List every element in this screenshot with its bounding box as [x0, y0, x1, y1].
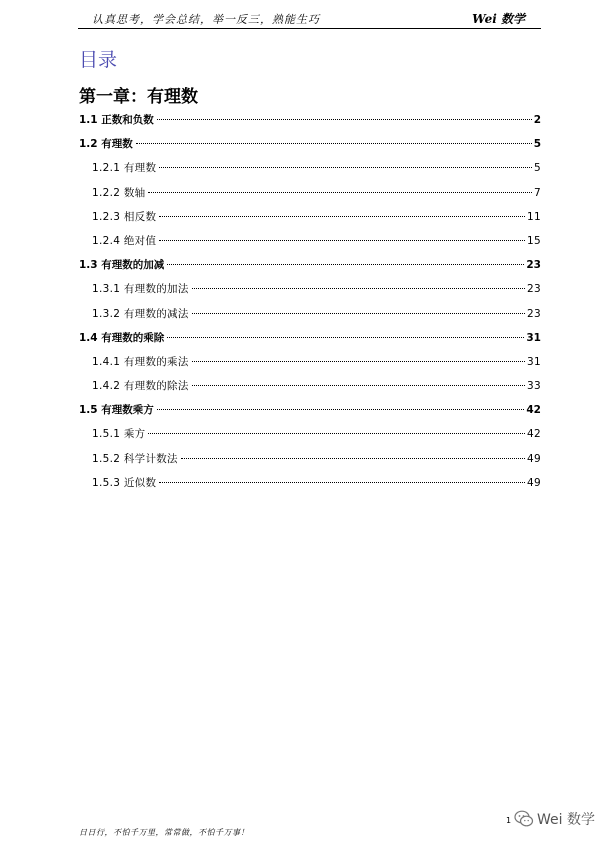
- toc-entry[interactable]: [79, 181, 541, 205]
- toc-entry-label: 1.5.3 近似数: [92, 476, 157, 489]
- toc-leader: [192, 385, 525, 386]
- toc-entry-label: 1.5.1 乘方: [92, 428, 146, 441]
- toc-entry-label: 1.5.2 科学计数法: [92, 452, 178, 465]
- toc-leader: [157, 409, 525, 410]
- toc-leader: [181, 458, 525, 459]
- watermark-text: Wei 数学: [537, 812, 595, 828]
- toc-entry[interactable]: [79, 447, 541, 471]
- toc-entry-label: 1.2.2 数轴: [92, 186, 146, 199]
- watermark: [514, 808, 595, 830]
- toc-entry-page: 23: [527, 307, 541, 320]
- toc-leader: [159, 240, 525, 241]
- toc-entry-page: 2: [533, 114, 541, 126]
- toc-entry[interactable]: [79, 350, 541, 374]
- toc-entry-page: 49: [527, 452, 541, 465]
- toc-entry-page: 31: [527, 355, 541, 368]
- toc-entry[interactable]: [79, 156, 541, 180]
- page-header: [78, 8, 541, 29]
- toc-entry[interactable]: [79, 302, 541, 326]
- toc-entry-label: 1.3.2 有理数的减法: [92, 307, 189, 320]
- toc-entry-page: 33: [527, 380, 541, 393]
- toc-entry-page: 31: [526, 331, 541, 344]
- toc-entry-label: 1.1 正数和负数: [79, 114, 154, 126]
- toc-entry-page: 5: [533, 138, 541, 151]
- toc-leader: [148, 192, 532, 193]
- toc-entry-page: 5: [534, 162, 541, 175]
- toc-leader: [192, 361, 525, 362]
- toc-entry[interactable]: [79, 422, 541, 446]
- toc-entry-page: 49: [527, 476, 541, 489]
- wechat-icon: [514, 809, 534, 829]
- toc-entry-label: 1.4.2 有理数的除法: [92, 380, 189, 393]
- toc-entry[interactable]: [79, 374, 541, 398]
- toc-leader: [159, 482, 525, 483]
- toc-entry[interactable]: [79, 326, 541, 350]
- toc-leader: [192, 288, 525, 289]
- toc-entry-page: 11: [527, 210, 541, 223]
- toc-leader: [148, 433, 525, 434]
- toc-entry-label: 1.2 有理数: [79, 138, 133, 151]
- toc-entry-page: 42: [527, 428, 541, 441]
- toc-entry-page: 23: [527, 283, 541, 296]
- toc-entry-page: 23: [526, 259, 541, 272]
- toc-entry-label: 1.3 有理数的加减: [79, 259, 165, 272]
- toc-entry-label: 1.5 有理数乘方: [79, 404, 154, 417]
- footer-motto: 日日行，不怕千万里，常常做，不怕千万事！: [79, 828, 249, 837]
- toc-leader: [167, 337, 524, 338]
- toc-title: 目录: [79, 49, 118, 71]
- toc-entry-label: 1.3.1 有理数的加法: [92, 283, 189, 296]
- header-motto: 认真思考，学会总结，举一反三，熟能生巧: [92, 13, 320, 26]
- toc-entry-label: 1.2.4 绝对值: [92, 234, 157, 247]
- toc-entry-page: 7: [534, 186, 541, 199]
- toc-entry-label: 1.2.3 相反数: [92, 210, 157, 223]
- toc-leader: [159, 167, 532, 168]
- header-brand: Wei 数学: [472, 12, 525, 26]
- toc-entry[interactable]: [79, 132, 541, 156]
- table-of-contents: [79, 108, 541, 495]
- toc-entry[interactable]: [79, 471, 541, 495]
- toc-leader: [192, 313, 525, 314]
- toc-entry-page: 15: [527, 234, 541, 247]
- toc-leader: [159, 216, 525, 217]
- toc-entry[interactable]: [79, 108, 541, 132]
- toc-entry[interactable]: [79, 277, 541, 301]
- toc-entry-page: 42: [526, 404, 541, 417]
- page-number: 1: [506, 816, 512, 825]
- toc-entry[interactable]: [79, 398, 541, 422]
- toc-entry[interactable]: [79, 205, 541, 229]
- toc-leader: [167, 264, 524, 265]
- toc-leader: [136, 143, 532, 144]
- toc-entry-label: 1.4 有理数的乘除: [79, 331, 165, 344]
- chapter-title: 第一章：有理数: [79, 87, 198, 107]
- toc-leader: [157, 119, 532, 120]
- toc-entry[interactable]: [79, 253, 541, 277]
- toc-entry[interactable]: [79, 229, 541, 253]
- toc-entry-label: 1.4.1 有理数的乘法: [92, 355, 189, 368]
- toc-entry-label: 1.2.1 有理数: [92, 162, 157, 175]
